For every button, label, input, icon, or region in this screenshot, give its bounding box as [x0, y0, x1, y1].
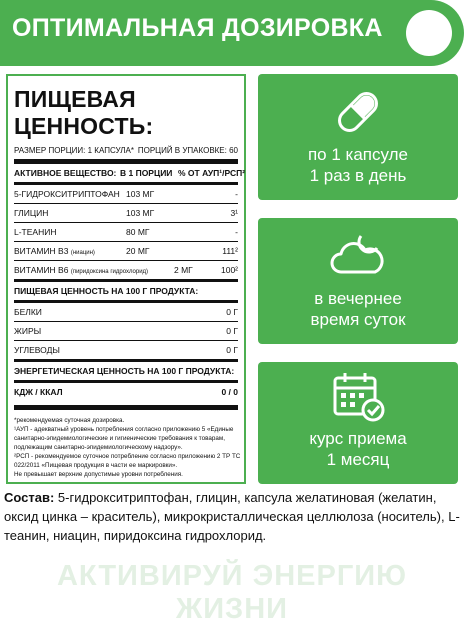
dosage-line-2: 1 раз в день [309, 166, 407, 185]
column-header-percent: % ОТ АУП¹/РСП² [178, 168, 246, 178]
time-card [258, 218, 458, 344]
nutrient-value: 0 Г [226, 326, 238, 336]
substance-amount: 103 МГ [126, 189, 155, 199]
footnote: ²РСП - рекомендуемое суточное потребление согласно приложению 2 ТР ТС [14, 453, 241, 460]
energy-name: КДЖ / ККАЛ [14, 387, 63, 397]
substance-name: ВИТАМИН B3 [14, 246, 69, 256]
substance-name: L-ТЕАНИН [14, 227, 57, 237]
calendar-check-icon [329, 368, 387, 424]
capsule-icon [330, 84, 386, 140]
footnote: 022/2011 «Пищевая продукция в части ее маркировки». [14, 462, 178, 469]
time-line-2: время суток [310, 310, 406, 329]
substance-name-cell [14, 265, 174, 275]
composition-text: 5-гидрокситриптофан, глицин, капсула желатиновая (желатин, оксид цинка – краситель), микрокристаллическая целлюлоза (носитель), L-теанин, ниацин, пиридоксина гидрохлорид. [4, 490, 460, 543]
nutrient-name: УГЛЕВОДЫ [14, 345, 60, 355]
substance-note: (пиридоксина гидрохлорид) [70, 269, 149, 275]
nutrition-title: ПИЩЕВАЯ ЦЕННОСТЬ: [14, 86, 154, 139]
course-line-1: курс приема [309, 429, 407, 448]
substance-percent: - [235, 189, 238, 199]
substance-percent: 100² [220, 265, 238, 275]
nutrient-value: 0 Г [226, 307, 238, 317]
energy-section-title [14, 362, 238, 380]
serving-info [14, 146, 238, 155]
footnote: санитарно-эпидемиологические и гигиенические требования к товарам, [14, 435, 225, 442]
dosage-line-1: по 1 капсуле [307, 145, 409, 164]
table-row [14, 322, 238, 340]
nutrient-name: ЖИРЫ [14, 326, 42, 336]
course-card [258, 362, 458, 484]
dosage-text [258, 144, 458, 186]
course-text [258, 428, 458, 470]
servings-per-pack: ПОРЦИЙ В УПАКОВКЕ: 60 [137, 146, 238, 155]
substance-name: 5-ГИДРОКСИТРИПТОФАН [14, 189, 120, 199]
substance-name: ВИТАМИН B6 [14, 265, 69, 275]
nutrition-section-title [14, 282, 238, 300]
course-line-2: 1 месяц [326, 450, 390, 469]
table-row [14, 185, 238, 203]
footnote: подлежащим санитарно-эпидемиологическому надзору». [14, 444, 183, 451]
table-row [14, 204, 238, 222]
footnote: Не превышает верхние допустимые уровни потребления. [14, 471, 183, 478]
footnote: ¹АУП - адекватный уровень потребления согласно приложению 5 «Единые [14, 426, 234, 433]
header-title: ОПТИМАЛЬНАЯ ДОЗИРОВКА [12, 14, 383, 42]
substance-name-cell [14, 246, 126, 256]
serving-size: РАЗМЕР ПОРЦИИ: 1 КАПСУЛА* [14, 146, 134, 155]
header-circle-decoration [406, 10, 452, 56]
substance-percent: 3¹ [230, 208, 238, 218]
table-row [14, 223, 238, 241]
table-row [14, 383, 238, 401]
footnotes [14, 416, 241, 479]
nutrition-panel [6, 74, 246, 484]
cloud-moon-icon [327, 226, 389, 282]
column-header-substance: АКТИВНОЕ ВЕЩЕСТВО: [14, 168, 117, 178]
divider [14, 405, 238, 410]
time-line-1: в вечернее [314, 289, 402, 308]
table-row [14, 341, 238, 359]
substance-percent: 111² [222, 246, 238, 256]
composition-label: Состав: [4, 490, 55, 505]
substance-amount: 80 МГ [126, 227, 150, 237]
substance-note: (ниацин) [70, 250, 95, 256]
nutrition-per-100g-title: ПИЩЕВАЯ ЦЕННОСТЬ НА 100 Г ПРОДУКТА: [14, 286, 199, 296]
table-header [14, 164, 246, 182]
time-text [258, 288, 458, 330]
substance-amount: 2 МГ [174, 265, 193, 275]
composition [4, 488, 460, 545]
substance-amount: 103 МГ [126, 208, 155, 218]
dosage-card [258, 74, 458, 200]
nutrient-value: 0 Г [226, 345, 238, 355]
column-header-amount: В 1 ПОРЦИИ [120, 168, 173, 178]
substance-name: ГЛИЦИН [14, 208, 49, 218]
substance-amount: 20 МГ [126, 246, 150, 256]
table-row [14, 261, 238, 279]
table-row [14, 303, 238, 321]
substance-percent: - [235, 227, 238, 237]
footnote: *рекомендуемая суточная дозировка. [14, 417, 125, 424]
nutrient-name: БЕЛКИ [14, 307, 42, 317]
header-banner [0, 0, 464, 66]
slogan: АКТИВИРУЙ ЭНЕРГИЮ ЖИЗНИ [56, 560, 408, 625]
energy-title: ЭНЕРГЕТИЧЕСКАЯ ЦЕННОСТЬ НА 100 Г ПРОДУКТА: [14, 366, 235, 376]
energy-value: 0 / 0 [221, 387, 238, 397]
table-row [14, 242, 238, 260]
